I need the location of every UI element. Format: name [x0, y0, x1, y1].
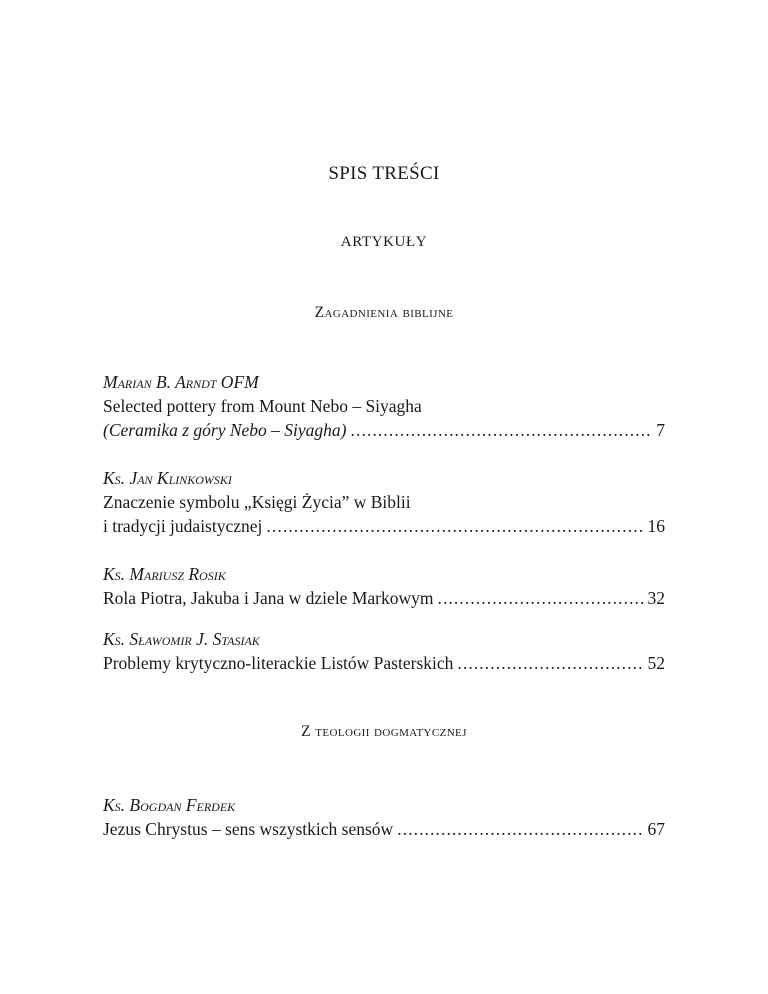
section-heading-biblical: Zagadnienia biblijne	[314, 304, 454, 321]
entry-title-line: (Ceramika z góry Nebo – Siyagha)	[103, 420, 347, 440]
entry-title-line: Rola Piotra, Jakuba i Jana w dziele Markowym	[103, 588, 434, 608]
entry-title-line: i tradycji judaistycznej	[103, 516, 263, 536]
page-number: 16	[647, 516, 665, 536]
page-number: 32	[647, 588, 665, 608]
entry-title-with-page	[103, 418, 665, 442]
page-title: SPIS TREŚCI	[328, 163, 440, 184]
entry-title-with-page	[103, 651, 665, 675]
entry-title-line: Selected pottery from Mount Nebo – Siyagha	[103, 396, 422, 416]
entry-title-line: Znaczenie symbolu „Księgi Życia” w Biblii	[103, 492, 411, 512]
toc-entry[interactable]	[103, 627, 665, 675]
toc-entry[interactable]	[103, 466, 665, 538]
dot-leader	[397, 817, 643, 841]
table-of-contents-page	[103, 0, 665, 994]
page-number: 67	[647, 819, 665, 839]
articles-heading: ARTYKUŁY	[340, 234, 428, 250]
entry-author: Marian B. Arndt OFM	[103, 372, 259, 392]
entry-title-with-page	[103, 586, 665, 610]
dot-leader	[351, 418, 653, 442]
section-heading-dogmatic: Z teologii dogmatycznej	[301, 723, 467, 740]
entry-author: Ks. Jan Klinkowski	[103, 468, 232, 488]
toc-entry[interactable]	[103, 793, 665, 841]
entry-title-with-page	[103, 817, 665, 841]
dot-leader	[457, 651, 643, 675]
dot-leader	[266, 514, 643, 538]
entry-title-line: Problemy krytyczno-literackie Listów Pasterskich	[103, 653, 454, 673]
page-number: 7	[656, 420, 665, 440]
page-number: 52	[647, 653, 665, 673]
toc-entry[interactable]	[103, 370, 665, 442]
entry-title-with-page	[103, 514, 665, 538]
entry-author: Ks. Sławomir J. Stasiak	[103, 629, 260, 649]
entry-author: Ks. Mariusz Rosik	[103, 564, 226, 584]
entry-author: Ks. Bogdan Ferdek	[103, 795, 236, 815]
entry-title-line: Jezus Chrystus – sens wszystkich sensów	[103, 819, 394, 839]
toc-entry[interactable]	[103, 562, 665, 610]
dot-leader	[437, 586, 643, 610]
